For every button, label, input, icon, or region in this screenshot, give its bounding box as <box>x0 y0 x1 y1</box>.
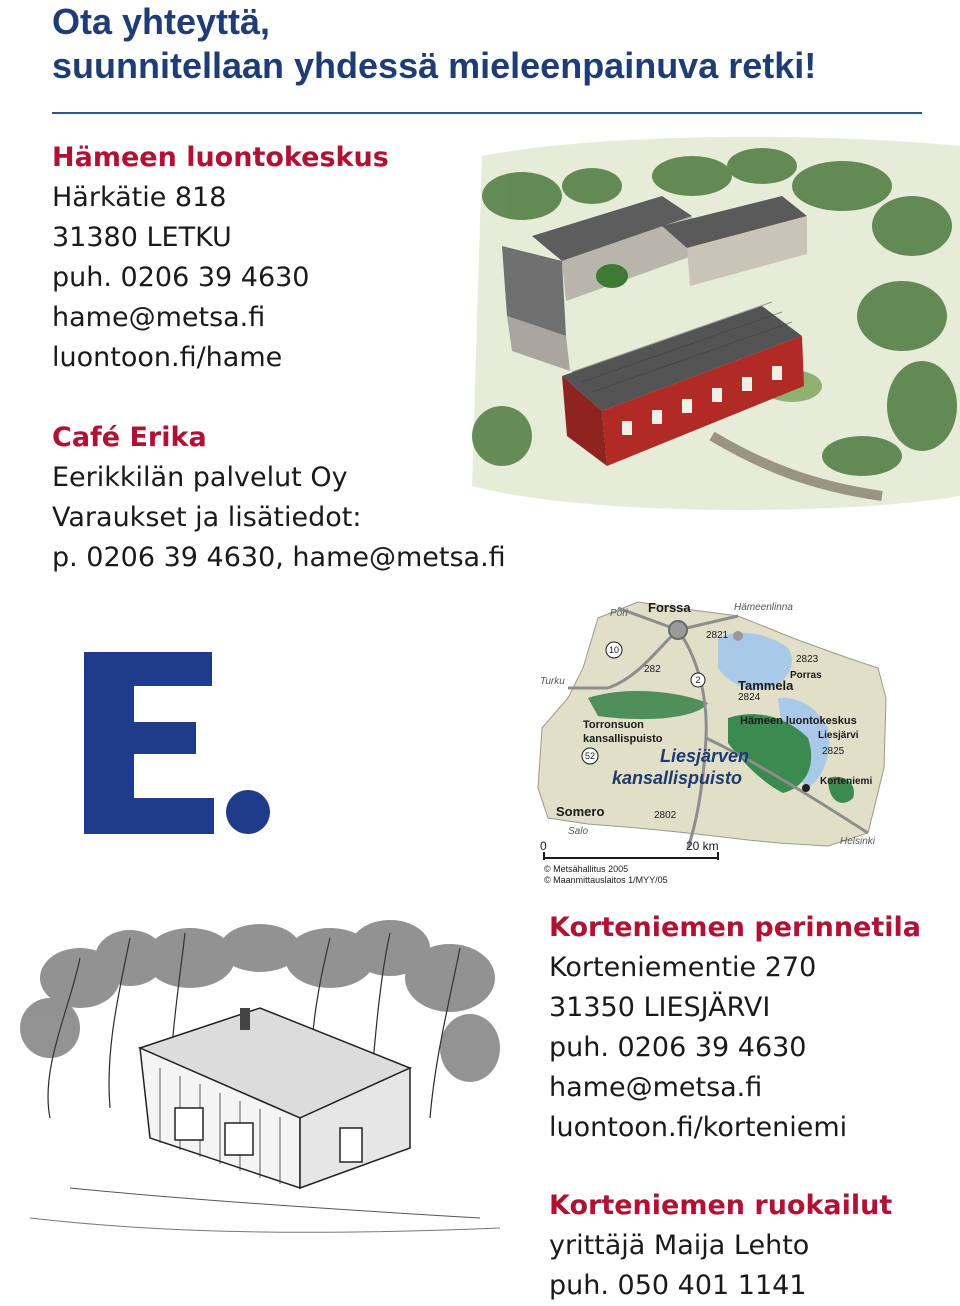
map-scale-20km: 20 km <box>686 839 719 853</box>
korteniemi-email[interactable]: hame@metsa.fi <box>549 1072 763 1103</box>
map-park-name-1: Liesjärven <box>660 746 750 766</box>
korteniemi-web[interactable]: luontoon.fi/korteniemi <box>549 1112 848 1143</box>
hameen-address: Härkätie 818 <box>52 182 227 213</box>
korteniemi-postal: 31350 LIESJÄRVI <box>549 992 771 1023</box>
map-copyright-1: © Metsähallitus 2005 <box>544 864 629 874</box>
map-road-52: 52 <box>584 751 596 761</box>
ruokailut-person: yrittäjä Maija Lehto <box>549 1230 810 1261</box>
map-label-somero: Somero <box>556 804 605 819</box>
korteniemi-title: Korteniemen perinnetila <box>549 912 921 943</box>
cafe-info: Varaukset ja lisätiedot: <box>52 502 362 533</box>
hameen-title: Hämeen luontokeskus <box>52 142 389 173</box>
korteniemi-house-sketch <box>10 918 510 1248</box>
map-scale-zero: 0 <box>540 839 547 853</box>
map-label-tammela: Tammela <box>738 678 794 693</box>
map-park-name-2: kansallispuisto <box>612 768 743 788</box>
map-copyright-2: © Maanmittauslaitos 1/MYY/05 <box>544 875 668 885</box>
korteniemi-contact-block <box>549 908 921 1148</box>
map-label-pori: Pori <box>610 608 628 619</box>
map-road-282: 282 <box>644 664 661 675</box>
map-label-turku: Turku <box>540 676 565 687</box>
map-label-liesjarvi: Liesjärvi <box>818 730 859 741</box>
ruokailut-title: Korteniemen ruokailut <box>549 1190 893 1221</box>
heading-line-2: suunnitellaan yhdessä mieleenpainuva retki! <box>52 45 817 86</box>
map-road-2802: 2802 <box>654 810 677 821</box>
ruokailut-phone: puh. 050 401 1141 <box>549 1270 807 1301</box>
map-label-torronsuo-1: Torronsuon <box>583 719 644 731</box>
map-label-korteniemi: Korteniemi <box>820 776 873 787</box>
korteniemi-address: Korteniementie 270 <box>549 952 817 983</box>
cafe-contact: p. 0206 39 4630, hame@metsa.fi <box>52 542 506 573</box>
nature-centre-illustration <box>462 136 960 516</box>
location-map <box>528 588 890 888</box>
map-label-hameenlinna: Hämeenlinna <box>734 602 793 613</box>
map-road-10: 10 <box>608 645 620 655</box>
hameen-contact-block <box>52 138 389 378</box>
map-road-2821: 2821 <box>706 630 729 641</box>
korteniemi-phone: puh. 0206 39 4630 <box>549 1032 807 1063</box>
map-label-salo: Salo <box>568 826 589 837</box>
map-road-2823: 2823 <box>796 654 819 665</box>
cafe-company: Eerikkilän palvelut Oy <box>52 462 348 493</box>
map-label-hameen: Hämeen luontokeskus <box>740 715 857 727</box>
hameen-postal: 31380 LETKU <box>52 222 232 253</box>
cafe-contact-block <box>52 418 506 578</box>
hameen-email[interactable]: hame@metsa.fi <box>52 302 266 333</box>
cafe-title: Café Erika <box>52 422 207 453</box>
map-label-porras: Porras <box>790 670 822 681</box>
heading-divider <box>52 112 922 114</box>
map-road-2824: 2824 <box>738 692 761 703</box>
heading-line-1: Ota yhteyttä, <box>52 1 271 42</box>
map-label-torronsuo-2: kansallispuisto <box>583 733 663 745</box>
map-label-forssa: Forssa <box>648 600 691 615</box>
map-label-helsinki: Helsinki <box>840 836 876 847</box>
page-heading <box>52 0 932 88</box>
hameen-phone: puh. 0206 39 4630 <box>52 262 310 293</box>
hameen-web[interactable]: luontoon.fi/hame <box>52 342 283 373</box>
map-road-2825: 2825 <box>822 746 845 757</box>
e-logo <box>84 652 272 834</box>
ruokailut-contact-block <box>549 1186 892 1306</box>
map-scale-bar <box>540 839 719 860</box>
map-road-2: 2 <box>695 675 701 685</box>
